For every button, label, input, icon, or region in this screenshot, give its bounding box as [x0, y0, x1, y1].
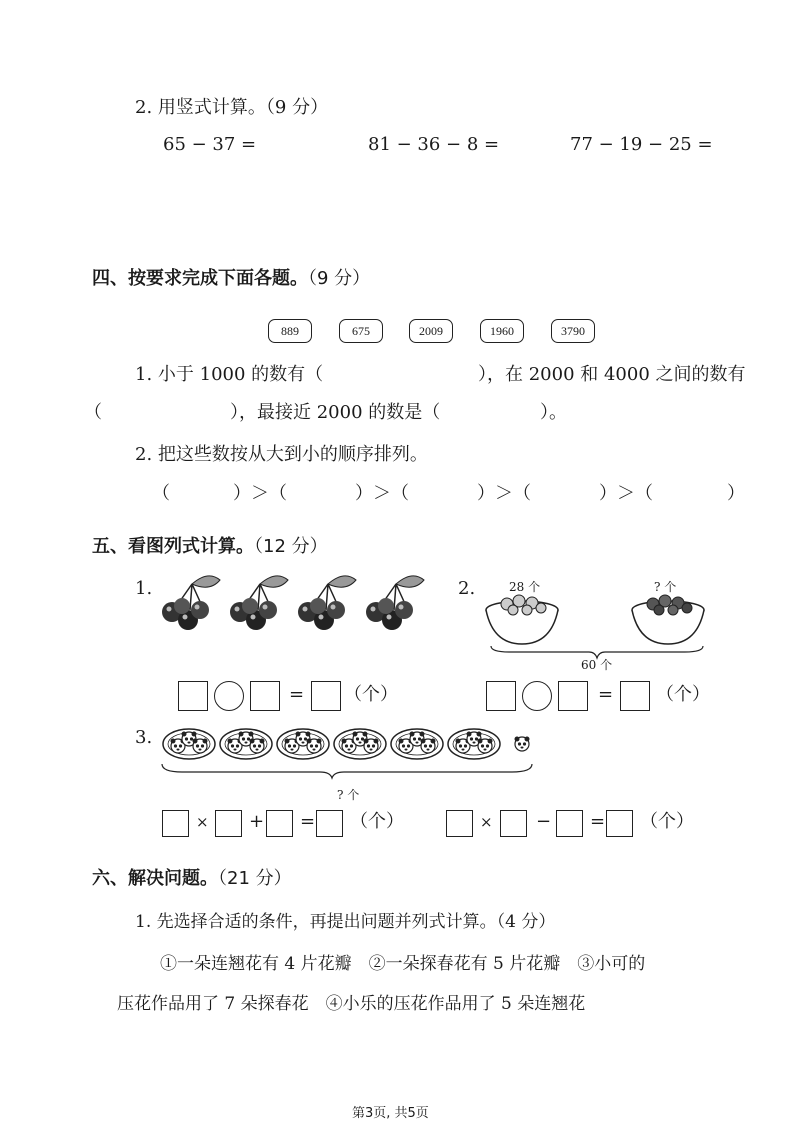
expression: 77 − 19 − 25 =	[570, 134, 713, 155]
question-title: 2. 用竖式计算。（9 分）	[135, 97, 329, 118]
unit-label: （个）	[656, 684, 710, 705]
page-number: 第3页, 共5页	[352, 1106, 429, 1121]
equals-sign: =	[289, 684, 305, 705]
section-score: （9 分）	[308, 268, 371, 289]
section-heading-text: 四、按要求完成下面各题。	[92, 268, 308, 289]
answer-box[interactable]	[486, 681, 516, 711]
number-chip: 889	[268, 319, 312, 343]
number-chip: 2009	[409, 319, 453, 343]
answer-box[interactable]	[446, 810, 473, 837]
number-chip: 1960	[480, 319, 524, 343]
section-heading-text: 六、解决问题。	[92, 868, 218, 889]
number-chip: 675	[339, 319, 383, 343]
order-paren: （	[152, 483, 170, 504]
equals-sign: =	[590, 811, 606, 832]
question-text: ），最接近 2000 的数是（	[230, 402, 441, 423]
equals-sign: =	[300, 811, 316, 832]
operator-circle[interactable]	[214, 681, 244, 711]
plates-total-label: ? 个	[337, 788, 360, 802]
answer-box[interactable]	[500, 810, 527, 837]
times-sign: ×	[196, 813, 209, 831]
operator-circle[interactable]	[522, 681, 552, 711]
answer-box[interactable]	[266, 810, 293, 837]
section-heading	[92, 864, 292, 890]
answer-box[interactable]	[311, 681, 341, 711]
expression: 81 − 36 − 8 =	[368, 134, 500, 155]
order-paren: ）＞（	[355, 483, 409, 504]
answer-box[interactable]	[178, 681, 208, 711]
bowl-label: 28 个	[509, 580, 541, 594]
item-number: 2.	[458, 578, 476, 599]
order-paren: ）＞（	[477, 483, 531, 504]
item-number: 3.	[135, 727, 153, 748]
answer-box[interactable]	[558, 681, 588, 711]
section-score: （21 分）	[218, 868, 292, 889]
unit-label: （个）	[350, 811, 404, 832]
question-text: （	[84, 402, 102, 423]
times-sign: ×	[480, 813, 493, 831]
item-number: 1.	[135, 578, 153, 599]
section-heading	[92, 532, 328, 558]
question-text: 1. 先选择合适的条件，再提出问题并列式计算。（4 分）	[135, 912, 556, 932]
minus-sign: −	[536, 811, 552, 832]
unit-label: （个）	[640, 811, 694, 832]
question-text: ），在 2000 和 4000 之间的数有	[478, 364, 746, 385]
order-paren: ）＞（	[233, 483, 287, 504]
number-chip: 3790	[551, 319, 595, 343]
plus-sign: +	[249, 811, 265, 832]
answer-box[interactable]	[316, 810, 343, 837]
section-score: （12 分）	[254, 536, 328, 557]
question-text: 1. 小于 1000 的数有（	[135, 364, 324, 385]
question-text: ）。	[540, 402, 567, 423]
condition-list: ①一朵连翘花有 4 片花瓣 ②一朵探春花有 5 片花瓣 ③小可的	[160, 954, 646, 974]
unit-label: （个）	[344, 684, 398, 705]
section-heading-text: 五、看图列式计算。	[92, 536, 254, 557]
cherries-image	[158, 574, 428, 638]
order-paren: ）＞（	[599, 483, 653, 504]
bowl-label: ? 个	[654, 580, 677, 594]
order-paren: ）	[727, 483, 745, 504]
answer-box[interactable]	[215, 810, 242, 837]
equals-sign: =	[598, 684, 614, 705]
bowl-total-label: 60 个	[581, 658, 613, 672]
bowls-image	[485, 590, 710, 652]
answer-box[interactable]	[162, 810, 189, 837]
question-text: 2. 把这些数按从大到小的顺序排列。	[135, 444, 428, 465]
answer-box[interactable]	[250, 681, 280, 711]
answer-box[interactable]	[620, 681, 650, 711]
expression: 65 − 37 =	[163, 134, 257, 155]
section-heading	[92, 264, 370, 290]
answer-box[interactable]	[606, 810, 633, 837]
condition-list: 压花作品用了 7 朵探春花 ④小乐的压花作品用了 5 朵连翘花	[117, 994, 586, 1014]
plates-image	[160, 724, 540, 788]
answer-box[interactable]	[556, 810, 583, 837]
